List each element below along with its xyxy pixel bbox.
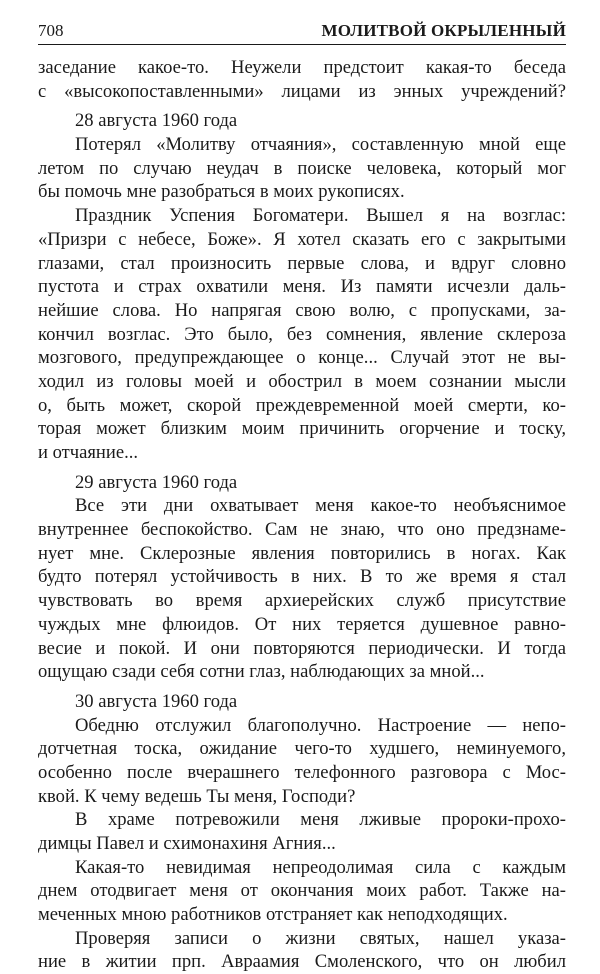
- text-line: бы помочь мне разобраться в моих рукописях.: [38, 181, 405, 203]
- text-line: «Призри с небесе, Боже». Я хотел сказать его с закрытыми: [38, 228, 566, 250]
- running-title: МОЛИТВОЙ ОКРЫЛЕННЫЙ: [321, 21, 566, 40]
- text-line: Обедню отслужил благополучно. Настроение — непо-: [75, 714, 566, 736]
- date-heading: 30 августа 1960 года: [75, 690, 238, 712]
- text-line: Праздник Успения Богоматери. Вышел я на возглас:: [75, 205, 566, 227]
- text-line: торая может близким моим причинить огорчение и тоску,: [38, 418, 566, 440]
- text-line: квой. К чему ведешь Ты меня, Господи?: [38, 785, 356, 807]
- text-line: о, быть может, скорой преждевременной моей смерти, ко-: [38, 394, 566, 416]
- page-header: [38, 20, 566, 45]
- text-line: Потерял «Молитву отчаяния», составленную мной еще: [75, 134, 566, 156]
- text-line: заседание какое-то. Неужели предстоит какая-то беседа: [38, 57, 566, 78]
- text-line: ние в житии прп. Авраамия Смоленского, что он любил: [38, 951, 566, 973]
- text-line: нейшие слова. Но напрягая свою волю, с пропусками, за-: [38, 299, 566, 321]
- text-line: ощущаю сзади себя сотни глаз, наблюдающих за мной...: [38, 661, 485, 683]
- text-line: кончил возглас. Это было, без сомнения, явление склероза: [38, 323, 566, 345]
- text-line: глазами, стал произносить первые слова, и вдруг словно: [38, 252, 566, 274]
- text-line: пустота и страх охватили меня. Из памяти исчезли даль-: [38, 276, 566, 298]
- text-line: чувствовать во время архиерейских служб присутствие: [38, 590, 566, 612]
- text-line: меченных мною работников отстраняет как неподходящих.: [38, 904, 508, 926]
- text-line: нует мне. Склерозные явления повторились в ногах. Как: [38, 542, 566, 564]
- text-line: Какая-то невидимая непреодолимая сила с каждым: [75, 856, 566, 878]
- date-heading: 28 августа 1960 года: [75, 110, 238, 132]
- text-line: димцы Павел и схимонахиня Агния...: [38, 833, 336, 854]
- text-line: будто потерял устойчивость в них. В то же время я стал: [38, 566, 566, 588]
- text-line: летом по случаю неудач в поиске человека, который мог: [38, 157, 566, 179]
- text-line: мозгового, предупреждающее о конце... Случай этот не вы-: [38, 347, 566, 369]
- text-line: днем отодвигает меня от окончания моих работ. Также на-: [38, 880, 566, 902]
- text-line: внутреннее беспокойство. Сам не знаю, что оно предзнаме-: [38, 519, 566, 541]
- page-body-text: [38, 56, 566, 974]
- text-line: Проверяя записи о жизни святых, нашел указа-: [75, 927, 566, 949]
- text-line: и отчаяние...: [38, 442, 139, 463]
- text-line: дотчетная тоска, ожидание чего-то худшего, неминуемого,: [38, 738, 566, 760]
- text-line: чуждых мне флюидов. От них теряется душевное равно-: [38, 613, 566, 635]
- text-line: ходил из головы моей и обострил в моем сознании мысли: [38, 370, 566, 392]
- text-line: с «высокопоставленными» лицами из энных учреждений?: [38, 80, 566, 102]
- text-line: Все эти дни охватывает меня какое-то необъяснимое: [75, 495, 566, 517]
- text-line: В храме потревожили меня лживые пророки-прохо-: [75, 809, 566, 831]
- text-line: особенно после вчерашнего телефонного разговора с Мос-: [38, 761, 566, 783]
- text-line: весие и покой. И они повторяются периодически. И тогда: [38, 637, 566, 659]
- page-number: 708: [38, 21, 64, 40]
- date-heading: 29 августа 1960 года: [75, 471, 238, 493]
